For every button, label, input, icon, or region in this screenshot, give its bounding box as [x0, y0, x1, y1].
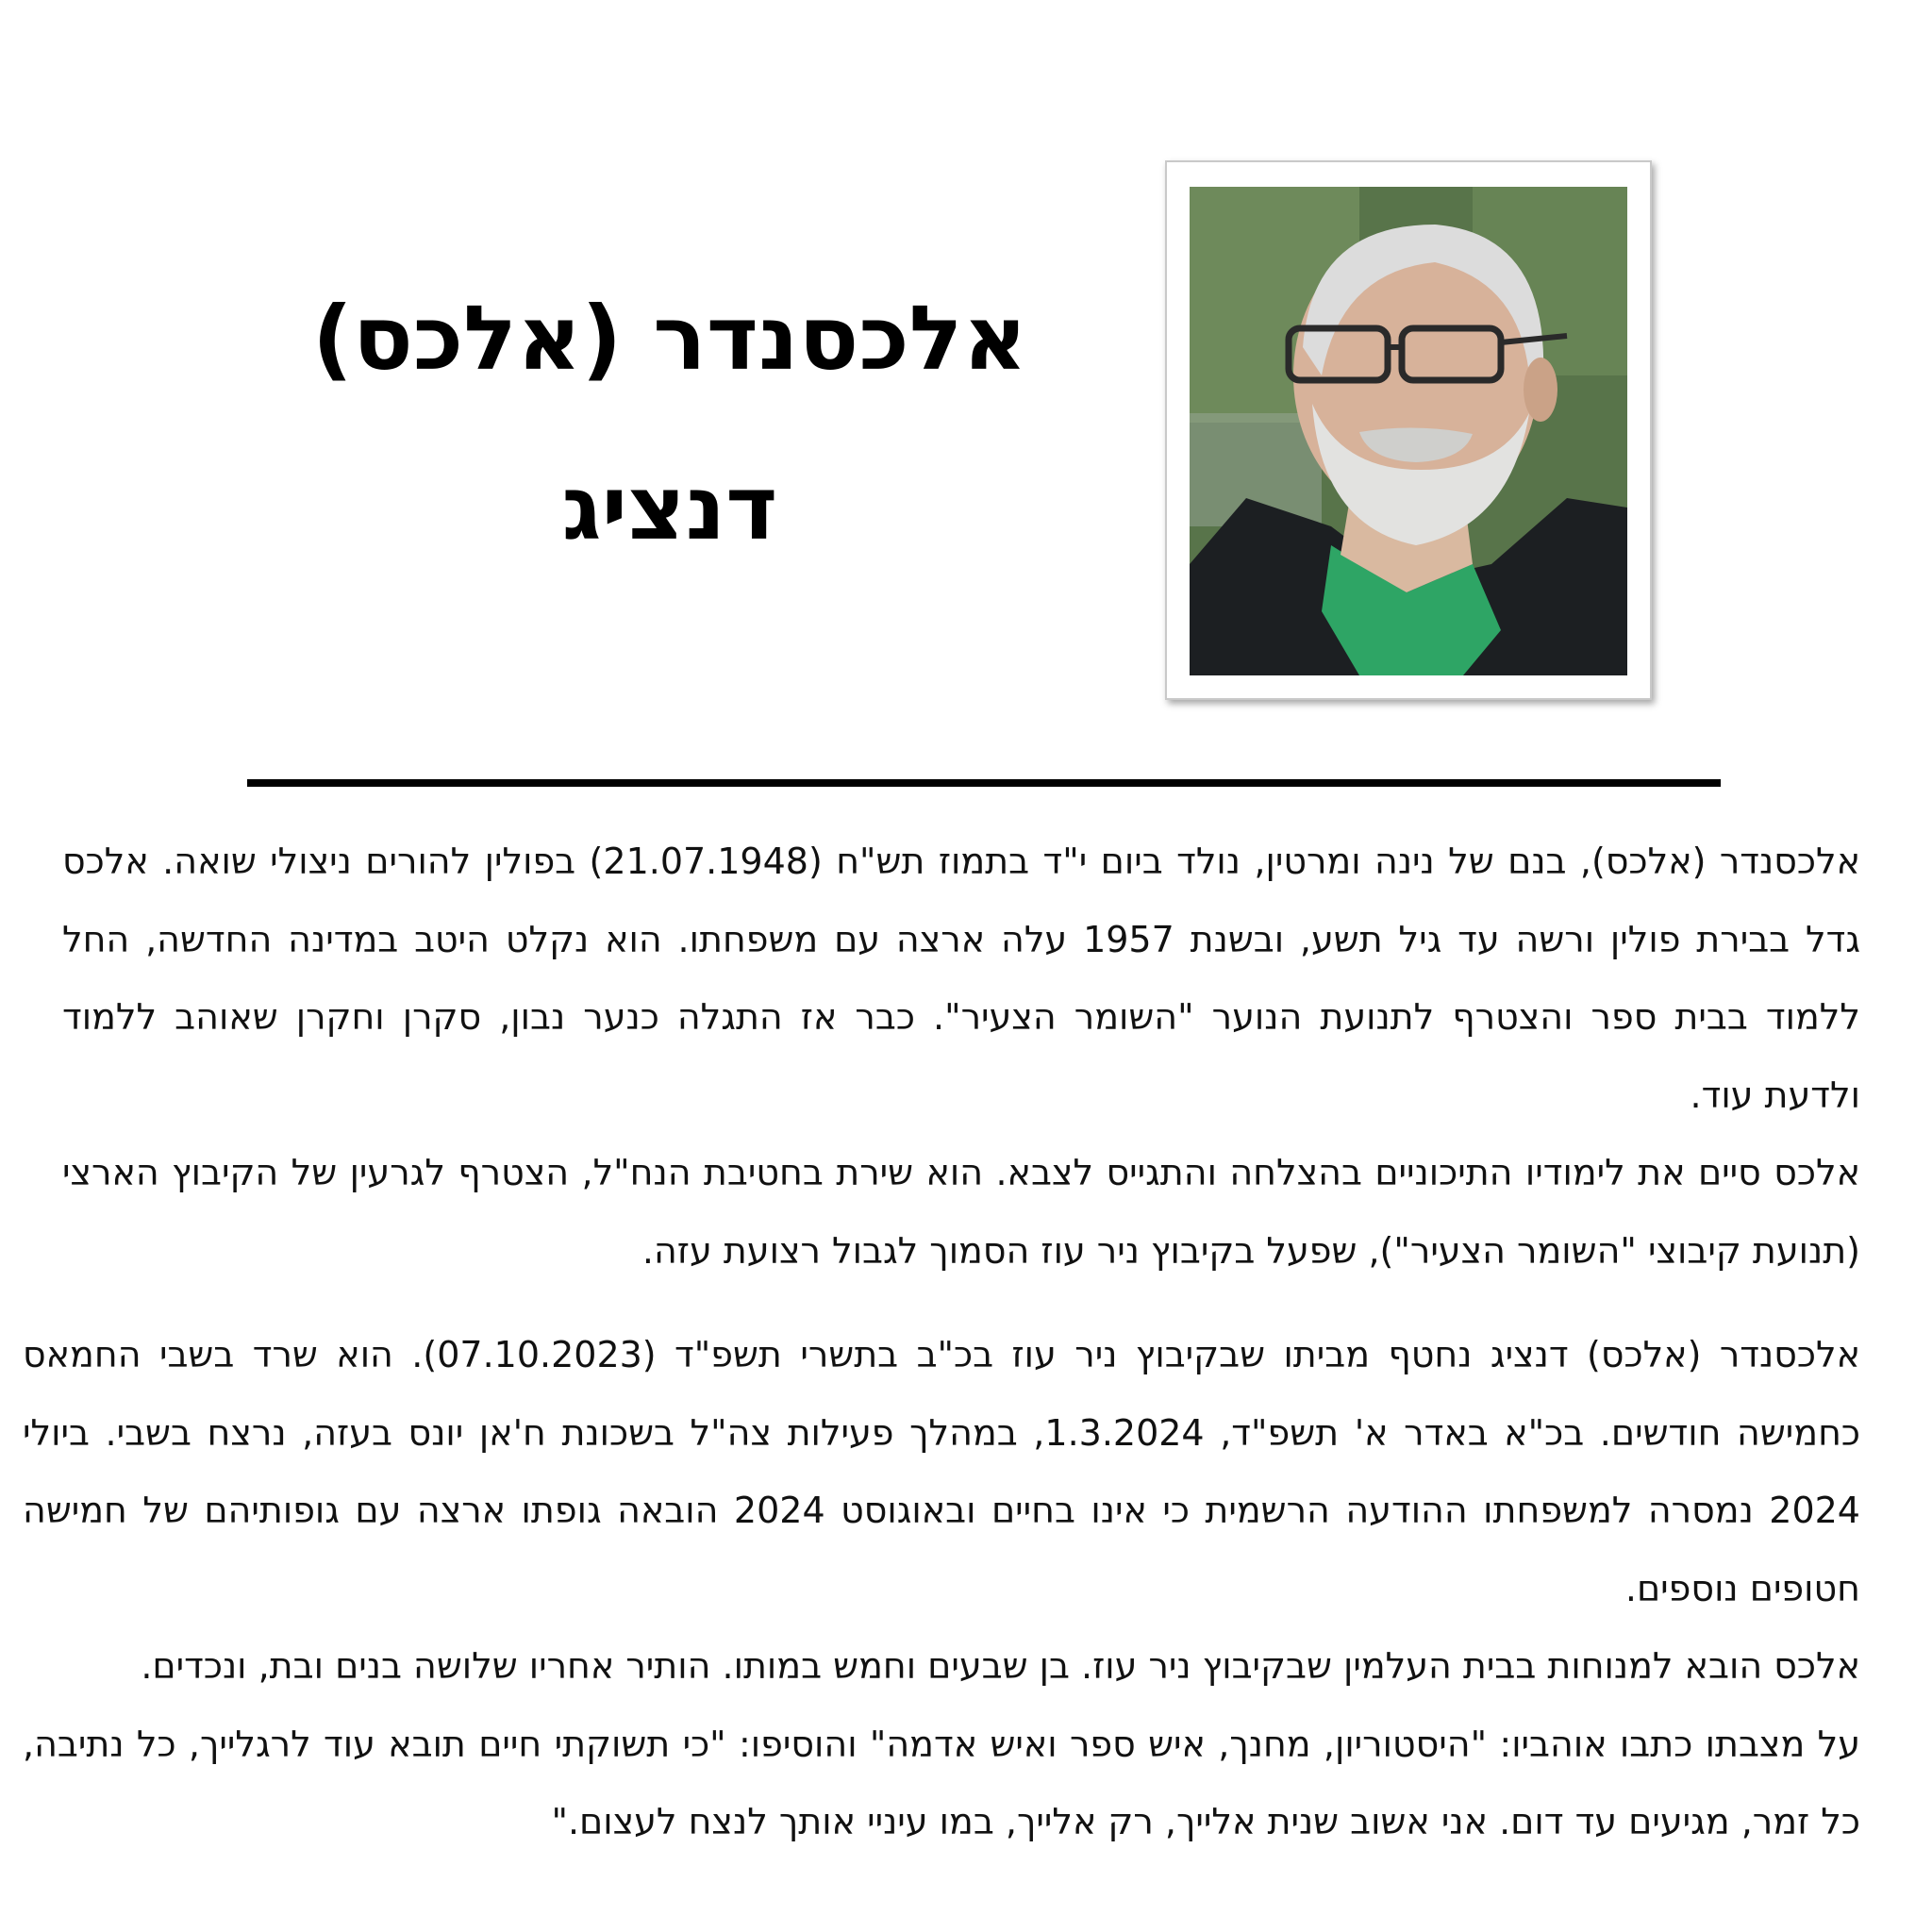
paragraph-epitaph: על מצבתו כתבו אוהביו: "היסטוריון, מחנך, איש ספר ואיש אדמה" והוסיפו: "כי תשוקתי חיים תובא עוד לרגלייך, כל נתיבה, כל זמר, מגיעים עד דום. אני אשוב שנית אלייך, רק אלייך, במו עיניי אותך לנצח לעצום.": [23, 1723, 1860, 1842]
page-title-name: אלכסנדר (אלכס): [312, 288, 1027, 391]
page-title-surname: דנציג: [561, 458, 778, 560]
paragraph-gap: [23, 1290, 1860, 1316]
paragraph-burial: אלכס הובא למנוחות בבית העלמין שבקיבוץ ניר עוז. בן שבעים וחמש במותו. הותיר אחריו שלושה בנים ובת, ונכדים.: [141, 1645, 1860, 1687]
paragraph-abduction: אלכסנדר (אלכס) דנציג נחטף מביתו שבקיבוץ ניר עוז בכ"ב בתשרי תשפ"ד (07.10.2023). הוא שרד בשבי החמאס כחמישה חודשים. בכ"א באדר א' תשפ"ד, 1.3.2024, במהלך פעילות צה"ל בשכונת ח'אן יונס בעזה, נרצח בשבי. ביולי 2024 נמסרה למשפחתו ההודעה הרשמית כי אינו בחיים ובאוגוסט 2024 הובאה גופתו ארצה עם גופותיהם של חמישה חטופים נוספים.: [23, 1334, 1860, 1609]
paragraph-military-service: אלכס סיים את לימודיו התיכוניים בהצלחה והתגייס לצבא. הוא שירת בחטיבת הנח"ל, הצטרף לגרעין של הקיבוץ הארצי (תנועת קיבוצי "השומר הצעיר"), שפעל בקיבוץ ניר עוז הסמוך לגבול רצועת עזה.: [62, 1152, 1860, 1272]
photo-frame: [1165, 160, 1652, 700]
divider-rule: [247, 779, 1721, 787]
biography-text: [23, 823, 1860, 1861]
portrait-photo: [1190, 187, 1627, 675]
portrait-illustration: [1190, 187, 1627, 675]
paragraph-early-life: אלכסנדר (אלכס), בנם של נינה ומרטין, נולד ביום י"ד בתמוז תש"ח (21.07.1948) בפולין להורים ניצולי שואה. אלכס גדל בבירת פולין ורשה עד גיל תשע, ובשנת 1957 עלה ארצה עם משפחתו. הוא נקלט היטב במדינה החדשה, החל ללמוד בבית ספר והצטרף לתנועת הנוער "השומר הצעיר". כבר אז התגלה כנער נבון, סקרן וחקרן שאוהב ללמוד ולדעת עוד.: [62, 841, 1860, 1116]
title-block: [283, 255, 1057, 594]
